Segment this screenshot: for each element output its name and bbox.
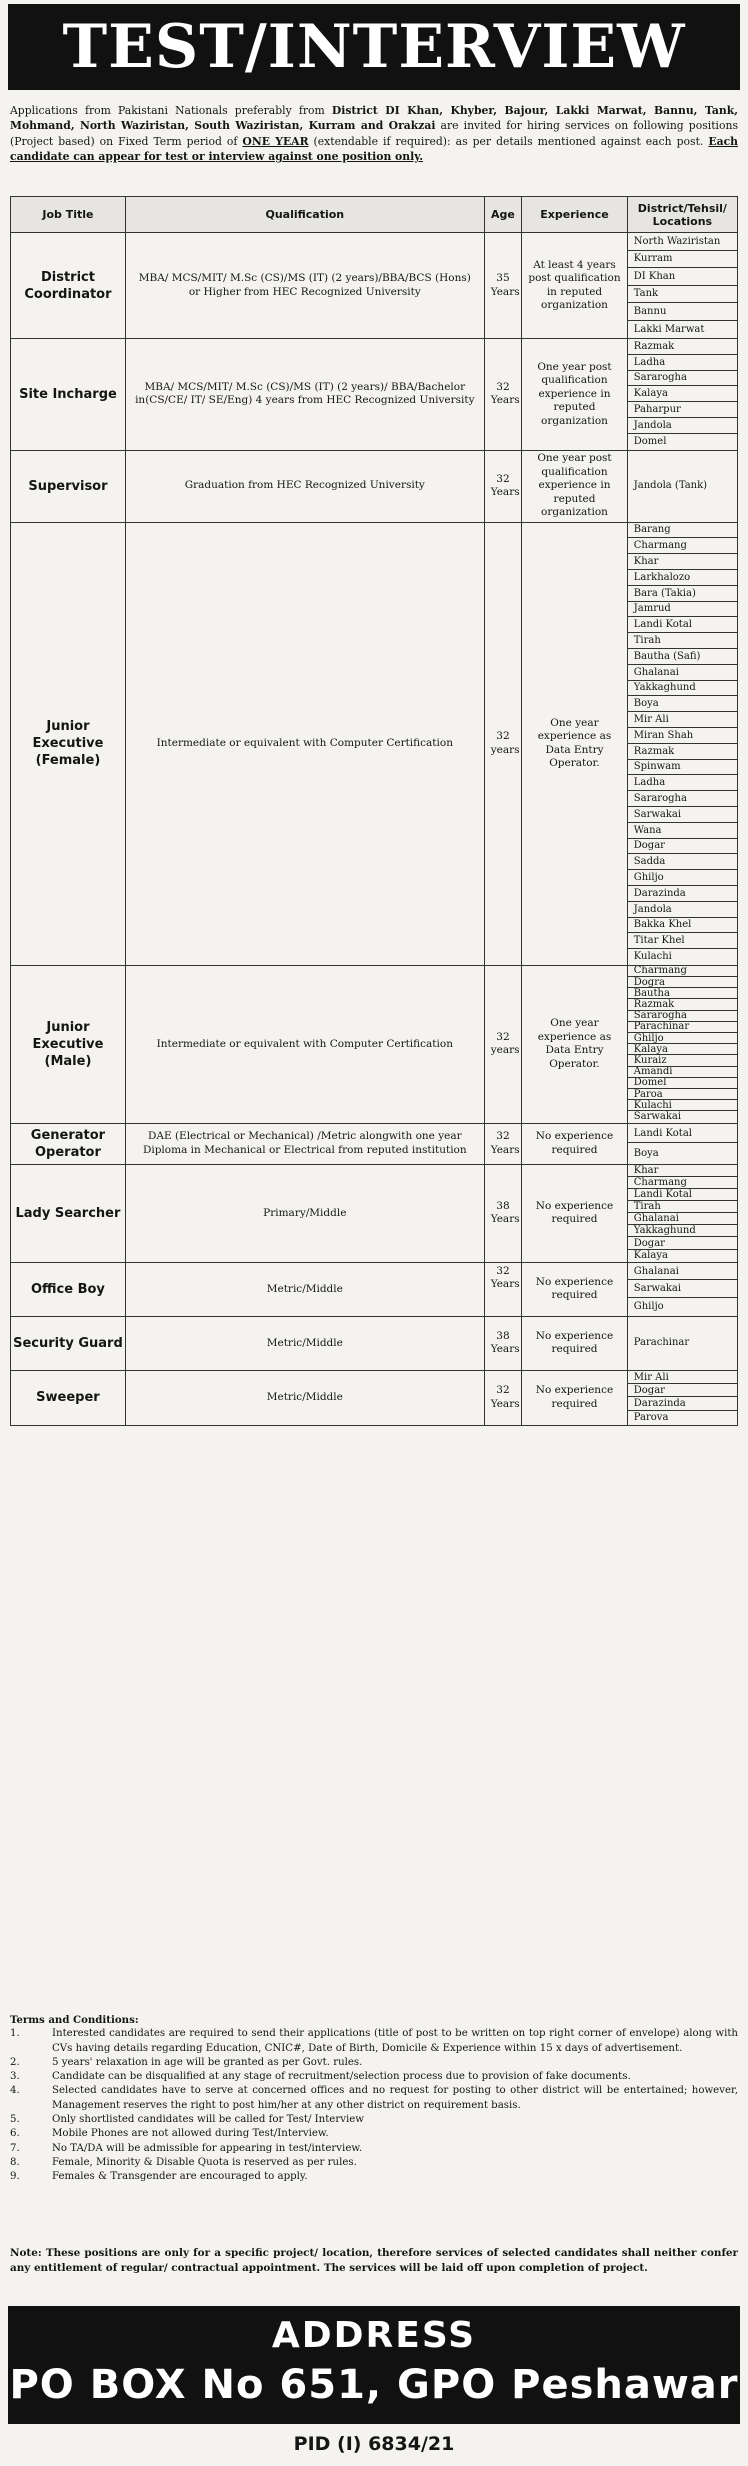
job-title-cell: Security Guard <box>11 1316 126 1370</box>
term-number: 2. <box>10 2056 20 2068</box>
age-cell: 38 Years <box>484 1164 522 1262</box>
qualification-cell: Graduation from HEC Recognized University <box>125 450 484 522</box>
location-item: Ghiljo <box>633 1301 664 1313</box>
term-number: 7. <box>10 2142 20 2154</box>
location-item: Yakkaghund <box>628 681 737 697</box>
table-header-row <box>11 197 738 233</box>
location-item: Sarwakai <box>628 807 737 823</box>
location-item: Kalaya <box>628 1044 737 1055</box>
job-title-cell: District Coordinator <box>11 233 126 339</box>
term-text: Candidate can be disqualified at any stage of recruitment/selection process due to provision of fake documents. <box>52 2071 631 2083</box>
qualification-cell: Intermediate or equivalent with Computer Certification <box>125 522 484 965</box>
location-item: Bautha (Safi) <box>628 649 737 665</box>
term-item <box>10 2070 738 2084</box>
location-item: Dogar <box>628 1237 737 1249</box>
location-item: Bautha <box>628 988 737 999</box>
location-item: Domel <box>633 436 667 448</box>
location-item: Spinwam <box>628 760 737 776</box>
job-title-cell: Office Boy <box>11 1262 126 1316</box>
location-item: Tirah <box>628 1201 737 1213</box>
term-text: Only shortlisted candidates will be called for Test/ Interview <box>52 2114 364 2126</box>
intro-text-2: are invited for hiring services on following positions (Project based) on Fixed Term period of <box>10 119 738 148</box>
experience-cell: No experience required <box>522 1316 628 1370</box>
terms-title: Terms and Conditions: <box>10 2014 139 2026</box>
term-number: 6. <box>10 2128 20 2140</box>
term-item <box>10 2027 738 2056</box>
locations-cell <box>627 522 737 965</box>
location-item: Darazinda <box>628 886 737 902</box>
location-item: Sararogha <box>628 371 737 387</box>
location-item: Sarwakai <box>633 1111 682 1123</box>
table-row <box>11 339 738 451</box>
experience-cell: One year post qualification experience in reputed organization <box>522 450 628 522</box>
location-item: Ladha <box>628 775 737 791</box>
location-item: Ghalanai <box>628 665 737 681</box>
header-job-title: Job Title <box>11 197 126 233</box>
experience-cell: One year experience as Data Entry Operator. <box>522 522 628 965</box>
term-text: No TA/DA will be admissible for appearing in test/interview. <box>52 2142 363 2154</box>
term-item <box>10 2113 738 2127</box>
location-item: Jandola <box>628 902 737 918</box>
experience-cell: At least 4 years post qualification in reputed organization <box>522 233 628 339</box>
location-item: Jamrud <box>628 602 737 618</box>
experience-cell: One year post qualification experience in reputed organization <box>522 339 628 451</box>
qualification-cell: MBA/ MCS/MIT/ M.Sc (CS)/MS (IT) (2 years)/BBA/BCS (Hons) or Higher from HEC Recognized University <box>125 233 484 339</box>
location-item: Larkhalozo <box>628 570 737 586</box>
location-item: Ghalanai <box>628 1263 737 1281</box>
address-banner <box>8 2306 740 2424</box>
term-number: 9. <box>10 2171 20 2183</box>
term-number: 3. <box>10 2071 20 2083</box>
term-number: 5. <box>10 2114 20 2126</box>
qualification-cell: Metric/Middle <box>125 1316 484 1370</box>
age-cell: 32 years <box>484 965 522 1123</box>
location-item: Dogra <box>628 977 737 988</box>
location-item: Razmak <box>628 744 737 760</box>
table-row <box>11 233 738 339</box>
location-item: Boya <box>633 1147 659 1159</box>
job-title-cell: Generator Operator <box>11 1123 126 1164</box>
term-text: Interested candidates are required to send their applications (title of post to be written on top right corner of envelope) along with CVs having details regarding Education, CNIC#, Date of Birth, Domicile & Experience within 15 x days of advertisement. <box>52 2028 738 2054</box>
job-title-cell: Junior Executive (Male) <box>11 965 126 1123</box>
location-item: Amandi <box>628 1067 737 1078</box>
qualification-cell: Primary/Middle <box>125 1164 484 1262</box>
location-item: Wana <box>628 823 737 839</box>
header-locations: District/Tehsil/ Locations <box>627 197 737 233</box>
intro-text-1: Applications from Pakistani Nationals preferably from <box>10 104 332 117</box>
term-number: 8. <box>10 2156 20 2168</box>
pid-number: PID (I) 6834/21 <box>293 2433 455 2455</box>
locations-cell <box>627 965 737 1123</box>
location-item: Ladha <box>628 355 737 371</box>
job-title-cell: Sweeper <box>11 1370 126 1425</box>
job-title-cell: Site Incharge <box>11 339 126 451</box>
location-item: Mir Ali <box>628 712 737 728</box>
location-item: Khar <box>628 554 737 570</box>
location-item: Bannu <box>628 303 737 321</box>
location-item: Yakkaghund <box>628 1225 737 1237</box>
age-cell: 32 Years <box>484 1123 522 1164</box>
location-item: Miran Shah <box>628 728 737 744</box>
table-row <box>11 1164 738 1262</box>
qualification-cell: Intermediate or equivalent with Computer Certification <box>125 965 484 1123</box>
terms-section <box>10 2013 738 2185</box>
location-item: Khar <box>628 1165 737 1177</box>
location-item: Lakki Marwat <box>633 323 705 335</box>
header-experience: Experience <box>522 197 628 233</box>
location-item: Bara (Takia) <box>628 586 737 602</box>
page-title: TEST/INTERVIEW <box>62 12 686 82</box>
term-item <box>10 2127 738 2141</box>
location-item: Kuraiz <box>628 1055 737 1066</box>
location-item: Charmang <box>628 538 737 554</box>
jobs-table <box>10 196 738 1426</box>
location-item: Parachinar <box>633 1337 690 1349</box>
location-item: Paroa <box>628 1089 737 1100</box>
header-age: Age <box>484 197 522 233</box>
term-text: Mobile Phones are not allowed during Test/Interview. <box>52 2128 329 2140</box>
age-cell: 38 Years <box>484 1316 522 1370</box>
locations-cell <box>627 1370 737 1425</box>
term-item <box>10 2056 738 2070</box>
location-item: Sarwakai <box>628 1280 737 1298</box>
qualification-cell: DAE (Electrical or Mechanical) /Metric alongwith one year Diploma in Mechanical or Electrical from reputed institution <box>125 1123 484 1164</box>
location-item: Landi Kotal <box>628 617 737 633</box>
location-item: Ghiljo <box>628 870 737 886</box>
locations-cell <box>627 233 737 339</box>
location-item: Landi Kotal <box>628 1189 737 1201</box>
location-item: Kalaya <box>628 386 737 402</box>
location-item: Boya <box>628 696 737 712</box>
qualification-cell: Metric/Middle <box>125 1370 484 1425</box>
location-item: Sadda <box>628 854 737 870</box>
intro-text-3: (extendable if required): as per details mentioned against each post. <box>308 134 709 148</box>
term-item <box>10 2142 738 2156</box>
age-cell: 32 years <box>484 522 522 965</box>
location-item: Jandola (Tank) <box>633 480 708 492</box>
locations-cell <box>627 1262 737 1316</box>
location-item: Kalaya <box>633 1250 668 1262</box>
term-number: 4. <box>10 2085 20 2097</box>
location-item: DI Khan <box>628 268 737 286</box>
table-row <box>11 965 738 1123</box>
location-item: Sararogha <box>628 791 737 807</box>
location-item: Darazinda <box>628 1397 737 1410</box>
locations-cell <box>627 1316 737 1370</box>
table-row <box>11 1123 738 1164</box>
term-number: 1. <box>10 2028 20 2040</box>
experience-cell: No experience required <box>522 1164 628 1262</box>
location-item: Sararogha <box>628 1011 737 1022</box>
experience-cell: No experience required <box>522 1123 628 1164</box>
term-text: Selected candidates have to serve at concerned offices and no request for posting to other district will be entertained; however, Management reserves the right to post him/her at any other district on requirement basis. <box>52 2085 738 2111</box>
location-item: Titar Khel <box>628 933 737 949</box>
location-item: Dogar <box>628 839 737 855</box>
location-item: Razmak <box>628 339 737 355</box>
intro-one-position-note: Each candidate can appear for test or interview against one position only. <box>10 134 738 164</box>
location-item: Dogar <box>628 1384 737 1397</box>
address-title: ADDRESS <box>271 2315 477 2356</box>
age-cell: 32 Years <box>484 1370 522 1425</box>
location-item: Kurram <box>628 251 737 269</box>
location-item: Charmang <box>628 1177 737 1189</box>
location-item: Bakka Khel <box>628 918 737 934</box>
table-row <box>11 1370 738 1425</box>
location-item: Paharpur <box>628 402 737 418</box>
location-item: Barang <box>628 523 737 539</box>
term-item <box>10 2170 738 2184</box>
term-item <box>10 2156 738 2170</box>
locations-cell <box>627 1164 737 1262</box>
note: Note: These positions are only for a specific project/ location, therefore services of selected candidates shall neither confer any entitlement of regular/ contractual appointment. The services will be laid off upon completion of project. <box>10 2247 738 2274</box>
page-title-banner <box>8 4 740 90</box>
term-text: Females & Transgender are encouraged to apply. <box>52 2171 308 2183</box>
term-text: Female, Minority & Disable Quota is reserved as per rules. <box>52 2156 357 2168</box>
age-cell: 32 Years <box>484 339 522 451</box>
location-item: Ghalanai <box>628 1213 737 1225</box>
job-title-cell: Lady Searcher <box>11 1164 126 1262</box>
location-item: Domel <box>628 1078 737 1089</box>
jobs-table-body <box>11 233 738 1426</box>
job-title-cell: Supervisor <box>11 450 126 522</box>
location-item: Parachinar <box>628 1022 737 1033</box>
location-item: Mir Ali <box>628 1371 737 1384</box>
header-qualification: Qualification <box>125 197 484 233</box>
location-item: Tank <box>628 286 737 304</box>
term-item <box>10 2084 738 2113</box>
table-row <box>11 450 738 522</box>
location-item: Kulachi <box>633 951 672 963</box>
term-text: 5 years' relaxation in age will be granted as per Govt. rules. <box>52 2056 363 2068</box>
qualification-cell: Metric/Middle <box>125 1262 484 1316</box>
locations-cell <box>627 450 737 522</box>
locations-cell <box>627 339 737 451</box>
intro-paragraph <box>10 103 738 165</box>
terms-list <box>10 2027 738 2184</box>
intro-term: ONE YEAR <box>242 134 309 148</box>
experience-cell: One year experience as Data Entry Operator. <box>522 965 628 1123</box>
age-cell: 32 Years <box>484 1262 522 1316</box>
location-item: Tirah <box>628 633 737 649</box>
location-item: Landi Kotal <box>628 1124 737 1144</box>
location-item: Jandola <box>628 418 737 434</box>
experience-cell: No experience required <box>522 1370 628 1425</box>
age-cell: 35 Years <box>484 233 522 339</box>
location-item: Parova <box>633 1411 669 1423</box>
age-cell: 32 Years <box>484 450 522 522</box>
job-title-cell: Junior Executive (Female) <box>11 522 126 965</box>
table-row <box>11 1262 738 1316</box>
location-item: Kulachi <box>628 1100 737 1111</box>
experience-cell: No experience required <box>522 1262 628 1316</box>
locations-cell <box>627 1123 737 1164</box>
table-row <box>11 522 738 965</box>
location-item: Charmang <box>628 966 737 977</box>
location-item: North Waziristan <box>628 233 737 251</box>
location-item: Razmak <box>628 999 737 1010</box>
address-line: PO BOX No 651, GPO Peshawar <box>9 2362 739 2408</box>
location-item: Ghiljo <box>628 1033 737 1044</box>
table-row <box>11 1316 738 1370</box>
qualification-cell: MBA/ MCS/MIT/ M.Sc (CS)/MS (IT) (2 years)/ BBA/Bachelor in(CS/CE/ IT/ SE/Eng) 4 years from HEC Recognized University <box>125 339 484 451</box>
intro-regions: District DI Khan, Khyber, Bajour, Lakki Marwat, Bannu, Tank, Mohmand, North Waziristan, South Waziristan, Kurram and Orakzai <box>10 104 738 133</box>
